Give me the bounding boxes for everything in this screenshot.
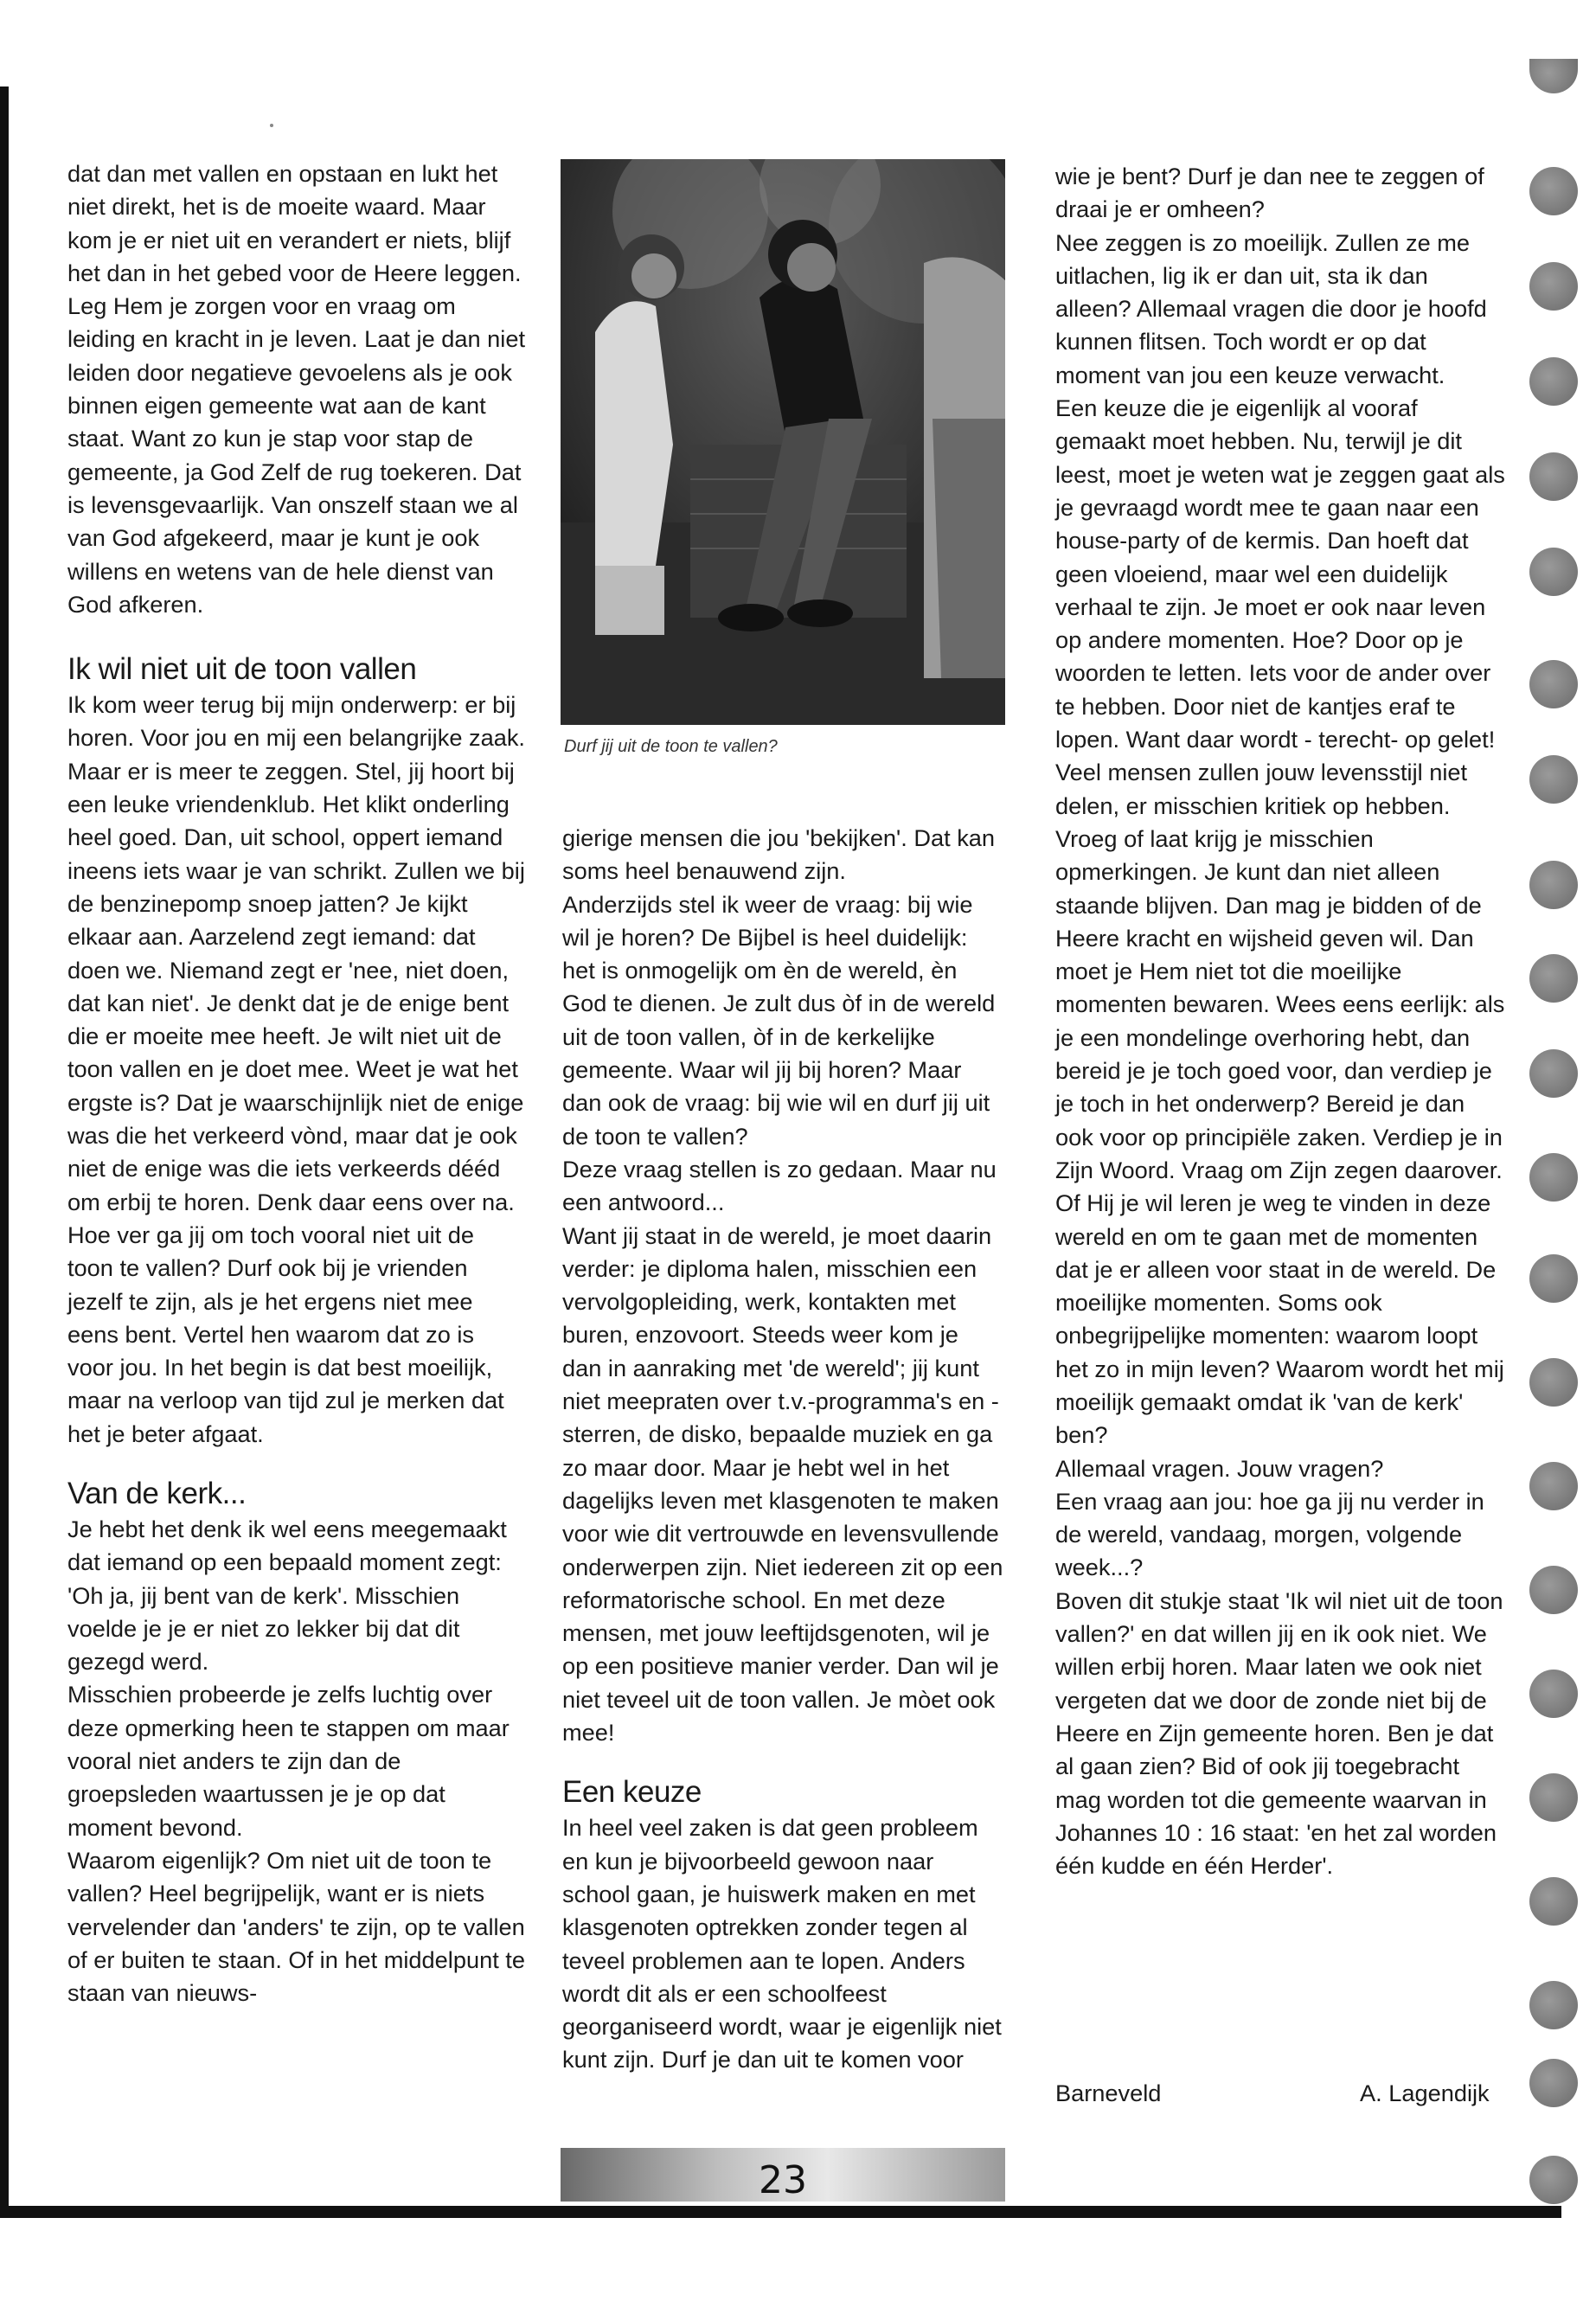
paragraph: Een keuze die je eigenlijk al vooraf gemaakt moet hebben. Nu, terwijl je dit leest, moet je weten wat je zeggen gaat als je gevraagd wordt mee te gaan naar een house-party of de kermis. Dan hoeft dat geen vloeiend, maar wel een duidelijk verhaal te zijn. Je moet er ook naar leven op andere momenten. Hoe? Door op je woorden te letten. Iets voor de ander over te hebben. Door niet de kantjes eraf te lopen. Want daar wordt - terecht- op gelet! (1055, 394, 1505, 753)
paragraph: Anderzijds stel ik weer de vraag: bij wie wil je horen? De Bijbel is heel duidelijk: het is onmogelijk om èn de wereld, èn God te dienen. Je zult dus òf in de wereld uit de toon vallen, òf in de kerkelijke gemeente. Waar wil jij bij horen? Maar dan ook de vraag: bij wie wil en durf jij uit de toon te vallen? (562, 890, 996, 1150)
punch-hole (1529, 2156, 1578, 2204)
article-photo (561, 159, 1005, 725)
punch-hole (1529, 1981, 1578, 2029)
paragraph: Een vraag aan jou: hoe ga jij nu verder in de wereld, vandaag, morgen, volgende week...? (1055, 1487, 1484, 1581)
section-heading: Een keuze (562, 1775, 702, 1810)
punch-hole (1529, 59, 1578, 93)
paragraph: Veel mensen zullen jouw levensstijl niet delen, er misschien kritiek op hebben. Vroeg of laat krijg je misschien opmerkingen. Je kunt dan niet alleen staande blijven. Dan mag je bidden of de Heere kracht en wijsheid geven wil. Dan moet je Hem niet tot die moeilijke momenten bewaren. Wees eens eerlijk: als je een mondelinge overhoring hebt, dan bereid je je toch goed voor, dan verdiep je je toch in het onderwerp? Bereid je dan ook voor op principiële zaken. Verdiep je in Zijn Woord. Vraag om Zijn zegen daarover. Of Hij je wil leren je weg te vinden in deze wereld en om te gaan met de momenten dat je er alleen voor staat in de wereld. De moeilijke momenten. Soms ook onbegrijpelijke momenten: waarom loopt het zo in mijn leven? Waarom wordt het mij moeilijk gemaakt omdat ik 'van de kerk' ben? (1055, 759, 1505, 1449)
punch-hole (1529, 1254, 1578, 1303)
punch-hole (1529, 1049, 1578, 1098)
paragraph: Nee zeggen is zo moeilijk. Zullen ze me uitlachen, lig ik er dan uit, sta ik dan alleen? Allemaal vragen die door je hoofd kunnen flitsen. Toch wordt er op dat moment van jou een keuze verwacht. (1055, 228, 1487, 388)
paragraph: dat dan met vallen en opstaan en lukt het niet direkt, het is de moeite waard. Maar kom je er niet uit en verandert er niets, blijf het dan in het gebed voor de Heere leggen. Leg Hem je zorgen voor en vraag om leiding en kracht in je leven. Laat je dan niet leiden door negatieve gevoelens als je ook binnen eigen gemeente wat aan de kant staat. Want zo kun je stap voor stap de gemeente, ja God Zelf de rug toekeren. Dat is levensgevaarlijk. Van onszelf staan we al van God afgekeerd, maar je kunt je ook willens en wetens van de hele dienst van God afkeren. (67, 160, 526, 618)
punch-hole (1529, 1566, 1578, 1614)
punch-hole (1529, 1670, 1578, 1718)
section-heading: Van de kerk... (67, 1476, 247, 1510)
paragraph: Je hebt het denk ik wel eens meegemaakt dat iemand op een bepaald moment zegt: 'Oh ja, jij bent van de kerk'. Misschien voelde je je er niet zo lekker bij dat dit gezegd werd. (67, 1515, 507, 1676)
punch-hole (1529, 452, 1578, 501)
column-1 (67, 157, 526, 2009)
signature-author: A. Lagendijk (1360, 2080, 1490, 2106)
paragraph: Ik kom weer terug bij mijn onderwerp: er bij horen. Voor jou en mij een belangrijke zaak. Maar er is meer te zeggen. Stel, jij hoort bij een leuke vriendenklub. Het klikt onderling heel goed. Dan, uit school, oppert iemand ineens iets waar je van schrikt. Zullen we bij de benzinepomp snoep jatten? Je kijkt elkaar aan. Aarzelend zegt iemand: dat doen we. Niemand zegt er 'nee, niet doen, dat kan niet'. Je denkt dat je de enige bent die er moeite mee heeft. Je wilt niet uit de toon vallen en je doet mee. Weet je wat het ergste is? Dat je waarschijnlijk niet de enige was die het verkeerd vònd, maar dat je ook niet de enige was die iets verkeerds dééd om erbij te horen. Denk daar eens over na. Hoe ver ga jij om toch vooral niet uit de toon te vallen? Durf ook bij je vrienden jezelf te zijn, als je het ergens niet mee eens bent. Vertel hen waarom dat zo is voor jou. In het begin is dat best moeilijk, maar na verloop van tijd zul je merken dat het je beter afgaat. (67, 691, 525, 1447)
paragraph: In heel veel zaken is dat geen probleem en kun je bijvoorbeeld gewoon naar school gaan, je huiswerk maken en met klasgenoten optrekken zonder tegen al teveel problemen aan te lopen. Anders wordt dit als er een schoolfeest georganiseerd wordt, waar je eigenlijk niet kunt zijn. Durf je dan uit te komen voor (562, 1814, 1002, 2073)
paragraph: Misschien probeerde je zelfs luchtig over deze opmerking heen te stappen om maar vooral niet anders te zijn dan de groepsleden waartussen je je op dat moment bevond. (67, 1681, 510, 1841)
punch-hole (1529, 755, 1578, 804)
column-2 (562, 822, 1003, 2077)
punch-hole (1529, 262, 1578, 311)
punch-hole (1529, 167, 1578, 215)
punch-hole (1529, 1358, 1578, 1407)
column-3 (1055, 160, 1505, 1882)
punch-hole (1529, 1773, 1578, 1822)
paragraph: gierige mensen die jou 'bekijken'. Dat kan soms heel benauwend zijn. (562, 824, 996, 885)
punch-hole (1529, 548, 1578, 596)
page-edge-bottom (0, 2206, 1561, 2218)
paragraph: Want jij staat in de wereld, je moet daarin verder: je diploma halen, misschien een vervolgopleiding, werk, kontakten met buren, enzovoort. Steeds weer kom je dan in aanraking met 'de wereld'; jij kunt niet meepraten over t.v.-programma's en -sterren, de disko, bepaalde muziek en ga zo maar door. Maar je hebt wel in het dagelijks leven met klasgenoten te maken voor wie dit vertrouwde en levensvullende onderwerpen zijn. Niet iedereen zit op een reformatorische school. En met deze mensen, met jouw leeftijdsgenoten, wil je op een positieve manier verder. Dan wil je niet teveel uit de toon vallen. Je mòet ook mee! (562, 1221, 1003, 1747)
punch-hole (1529, 1877, 1578, 1926)
speck (270, 124, 273, 127)
signature-place: Barneveld (1055, 2080, 1162, 2106)
page-edge-left (0, 87, 9, 2214)
punch-hole (1529, 1462, 1578, 1510)
page-number: 23 (759, 2158, 807, 2202)
footer-bar (561, 2148, 1005, 2202)
paragraph: Allemaal vragen. Jouw vragen? (1055, 1454, 1384, 1482)
paragraph: wie je bent? Durf je dan nee te zeggen of draai je er omheen? (1055, 163, 1484, 223)
paragraph: Deze vraag stellen is zo gedaan. Maar nu een antwoord... (562, 1155, 997, 1216)
photo-image (561, 159, 1005, 725)
punch-hole (1529, 1153, 1578, 1202)
section-heading: Ik wil niet uit de toon vallen (67, 652, 417, 687)
photo-caption: Durf jij uit de toon te vallen? (564, 737, 778, 756)
punch-hole (1529, 660, 1578, 708)
punch-hole (1529, 861, 1578, 909)
punch-hole (1529, 2059, 1578, 2107)
paragraph: Boven dit stukje staat 'Ik wil niet uit de toon vallen?' en dat willen jij en ik ook niet. We willen erbij horen. Maar laten we ook niet vergeten dat we door de zonde niet bij de Heere en Zijn gemeente horen. Ben je dat al gaan zien? Bid of ook jij toegebracht mag worden tot die gemeente waarvan in Johannes 10 : 16 staat: 'en het zal worden één kudde en één Herder'. (1055, 1586, 1503, 1880)
paragraph: Waarom eigenlijk? Om niet uit de toon te vallen? Heel begrijpelijk, want er is niets vervelender dan 'anders' te zijn, op te vallen of er buiten te staan. Of in het middelpunt te staan van nieuws- (67, 1846, 525, 2007)
punch-hole (1529, 357, 1578, 406)
punch-hole (1529, 954, 1578, 1003)
